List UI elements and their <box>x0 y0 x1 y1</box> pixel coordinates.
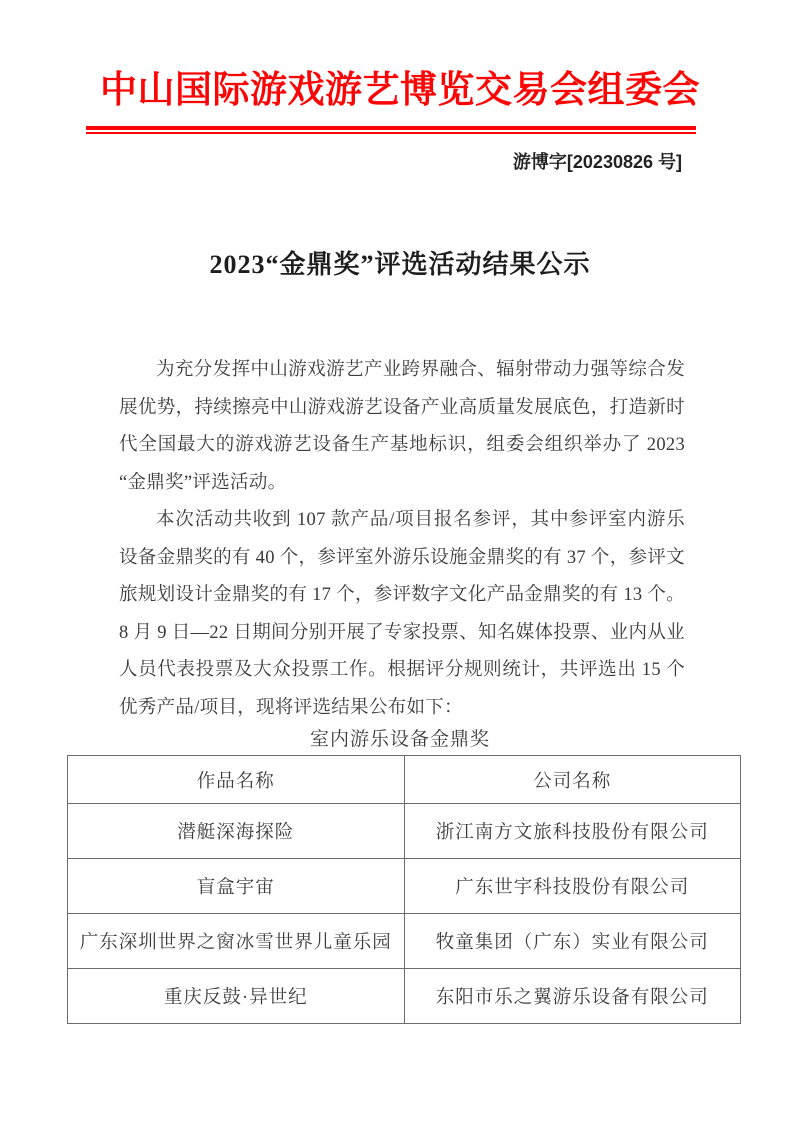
paragraph-1-line-1: 为充分发挥中山游戏游艺产业跨界融合、辐射带动力强等综合发 <box>156 360 685 380</box>
paragraph-2-line-6: 优秀产品/项目，现将评选结果公布如下： <box>119 697 463 718</box>
paragraph-1-line-3: 代全国最大的游戏游艺设备生产基地标识，组委会组织举办了 2023 <box>119 435 685 455</box>
company-name-cell: 广东世宇科技股份有限公司 <box>404 859 741 914</box>
table-header-row <box>68 756 741 804</box>
work-name-cell: 重庆反鼓·异世纪 <box>68 969 405 1024</box>
letterhead-red-rule <box>86 126 696 134</box>
table-row <box>68 804 741 859</box>
award-results-table <box>67 755 741 1024</box>
paragraph-1-line-4: “金鼎奖”评选活动。 <box>119 472 287 493</box>
document-reference-number: 游博字[20230826 号] <box>512 152 682 172</box>
document-body <box>119 352 685 727</box>
table-row <box>68 969 741 1024</box>
work-name-cell: 广东深圳世界之窗冰雪世界儿童乐园 <box>68 914 405 969</box>
company-name-cell: 浙江南方文旅科技股份有限公司 <box>404 804 741 859</box>
table-row <box>68 859 741 914</box>
column-header-company-name: 公司名称 <box>404 756 741 804</box>
paragraph-2-line-4: 8 月 9 日—22 日期间分别开展了专家投票、知名媒体投票、业内从业 <box>119 622 685 643</box>
column-header-work-name: 作品名称 <box>68 756 405 804</box>
table-row <box>68 914 741 969</box>
company-name-cell: 牧童集团（广东）实业有限公司 <box>404 914 741 969</box>
document-title: 2023“金鼎奖”评选活动结果公示 <box>209 250 591 279</box>
paragraph-2-line-5: 人员代表投票及大众投票工作。根据评分规则统计，共评选出 15 个 <box>119 660 685 680</box>
paragraph-1-line-2: 展优势，持续擦亮中山游戏游艺设备产业高质量发展底色，打造新时 <box>119 397 685 418</box>
letterhead-org-title: 中山国际游戏游艺博览交易会组委会 <box>100 70 700 111</box>
work-name-cell: 潜艇深海探险 <box>68 804 405 859</box>
company-name-cell: 东阳市乐之翼游乐设备有限公司 <box>404 969 741 1024</box>
paragraph-2-line-3: 旅规划设计金鼎奖的有 17 个，参评数字文化产品金鼎奖的有 13 个。 <box>119 585 685 605</box>
section-heading-indoor-award: 室内游乐设备金鼎奖 <box>309 729 490 750</box>
paragraph-2-line-2: 设备金鼎奖的有 40 个，参评室外游乐设施金鼎奖的有 37 个，参评文 <box>119 547 685 568</box>
work-name-cell: 盲盒宇宙 <box>68 859 405 914</box>
paragraph-2-line-1: 本次活动共收到 107 款产品/项目报名参评，其中参评室内游乐 <box>156 510 685 530</box>
